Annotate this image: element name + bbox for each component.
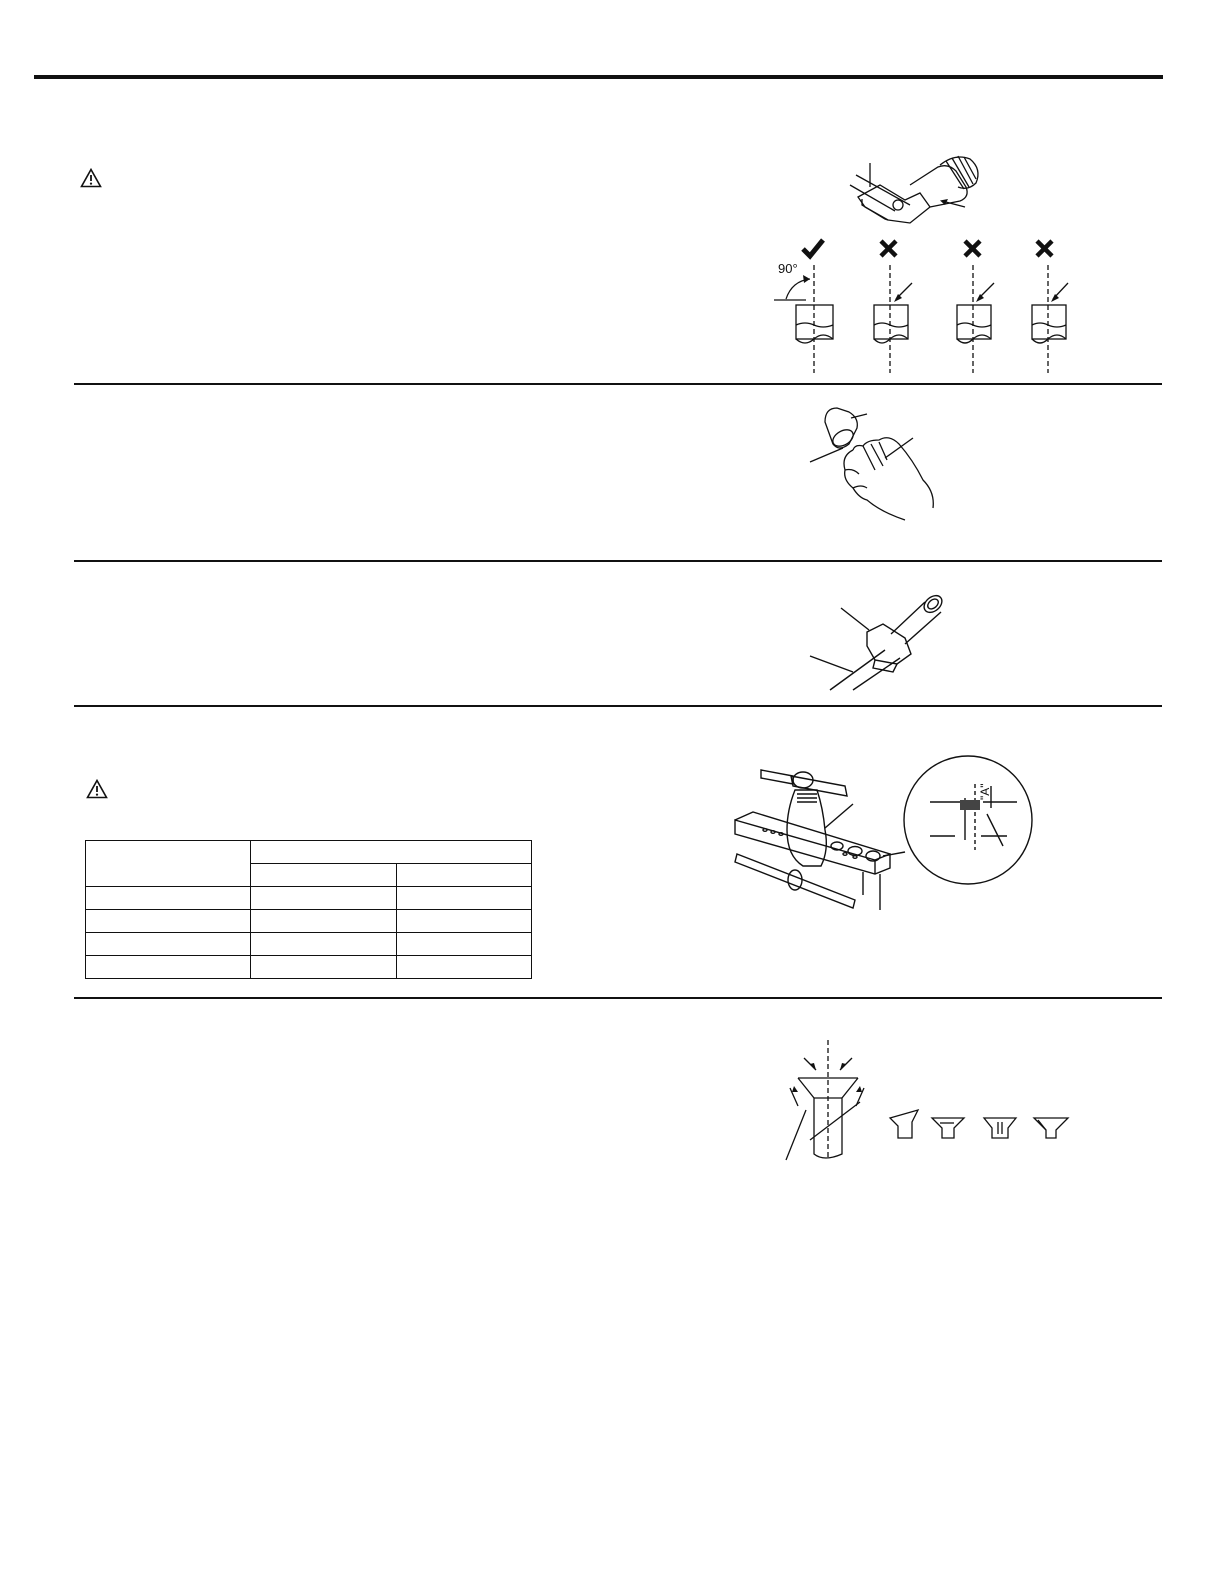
cross-mark-icon [965, 241, 980, 256]
flare-inspection-figure [780, 1030, 1080, 1170]
section-divider [74, 383, 1162, 385]
pipe-cutter-illustration [850, 156, 978, 223]
section-divider [74, 560, 1162, 562]
pipe-incorrect-cut-2 [957, 265, 994, 373]
table-row [86, 956, 532, 979]
incorrect-flare-shape-1 [890, 1110, 918, 1138]
hand-with-reamer [844, 438, 933, 520]
feed-screw [735, 854, 855, 908]
table-header-cell [251, 841, 532, 864]
table-cell [86, 933, 251, 956]
cross-mark-icon [881, 241, 896, 256]
section-divider [74, 705, 1162, 707]
correct-flare-shape [786, 1040, 864, 1160]
incorrect-flare-shape-4 [1034, 1118, 1068, 1138]
flare-dimension-label: "A" [978, 783, 992, 800]
pipe-end [825, 408, 857, 448]
table-cell [251, 933, 397, 956]
table-cell [397, 933, 532, 956]
flare-nut [867, 624, 911, 664]
table-row [86, 933, 532, 956]
incorrect-flare-shape-2 [932, 1118, 964, 1138]
pipe-incorrect-cut-1 [874, 265, 912, 373]
cut-angle-label: 90° [778, 261, 798, 276]
table-cell [397, 956, 532, 979]
flare-nut-figure [805, 580, 955, 695]
flare-detail-circle [904, 756, 1032, 884]
section-divider [74, 997, 1162, 999]
table-cell [86, 887, 251, 910]
flaring-tool-figure [725, 750, 1040, 910]
table-cell [86, 956, 251, 979]
cross-mark-icon [1037, 241, 1052, 256]
table-cell [251, 956, 397, 979]
incorrect-flare-shape-3 [984, 1118, 1016, 1138]
table-cell [251, 887, 397, 910]
pipe-incorrect-cut-3 [1032, 265, 1068, 373]
burr-removal-figure [805, 400, 945, 525]
table-row [86, 910, 532, 933]
table-cell [397, 910, 532, 933]
warning-triangle-icon [80, 168, 102, 188]
top-heading-rule [34, 75, 1163, 79]
table-row [86, 887, 532, 910]
table-cell [86, 910, 251, 933]
table-cell [397, 887, 532, 910]
pipe-protrusion-hatch [960, 800, 980, 810]
table-cell [251, 910, 397, 933]
warning-triangle-icon [86, 779, 108, 799]
table-header-cell [251, 864, 397, 887]
table-header-cell [397, 864, 532, 887]
check-mark-icon [803, 240, 823, 256]
table-header-row [86, 841, 532, 864]
flare-dimension-table [85, 840, 532, 979]
pipe-cutter-figure [770, 145, 1100, 377]
table-header-cell [86, 841, 251, 887]
